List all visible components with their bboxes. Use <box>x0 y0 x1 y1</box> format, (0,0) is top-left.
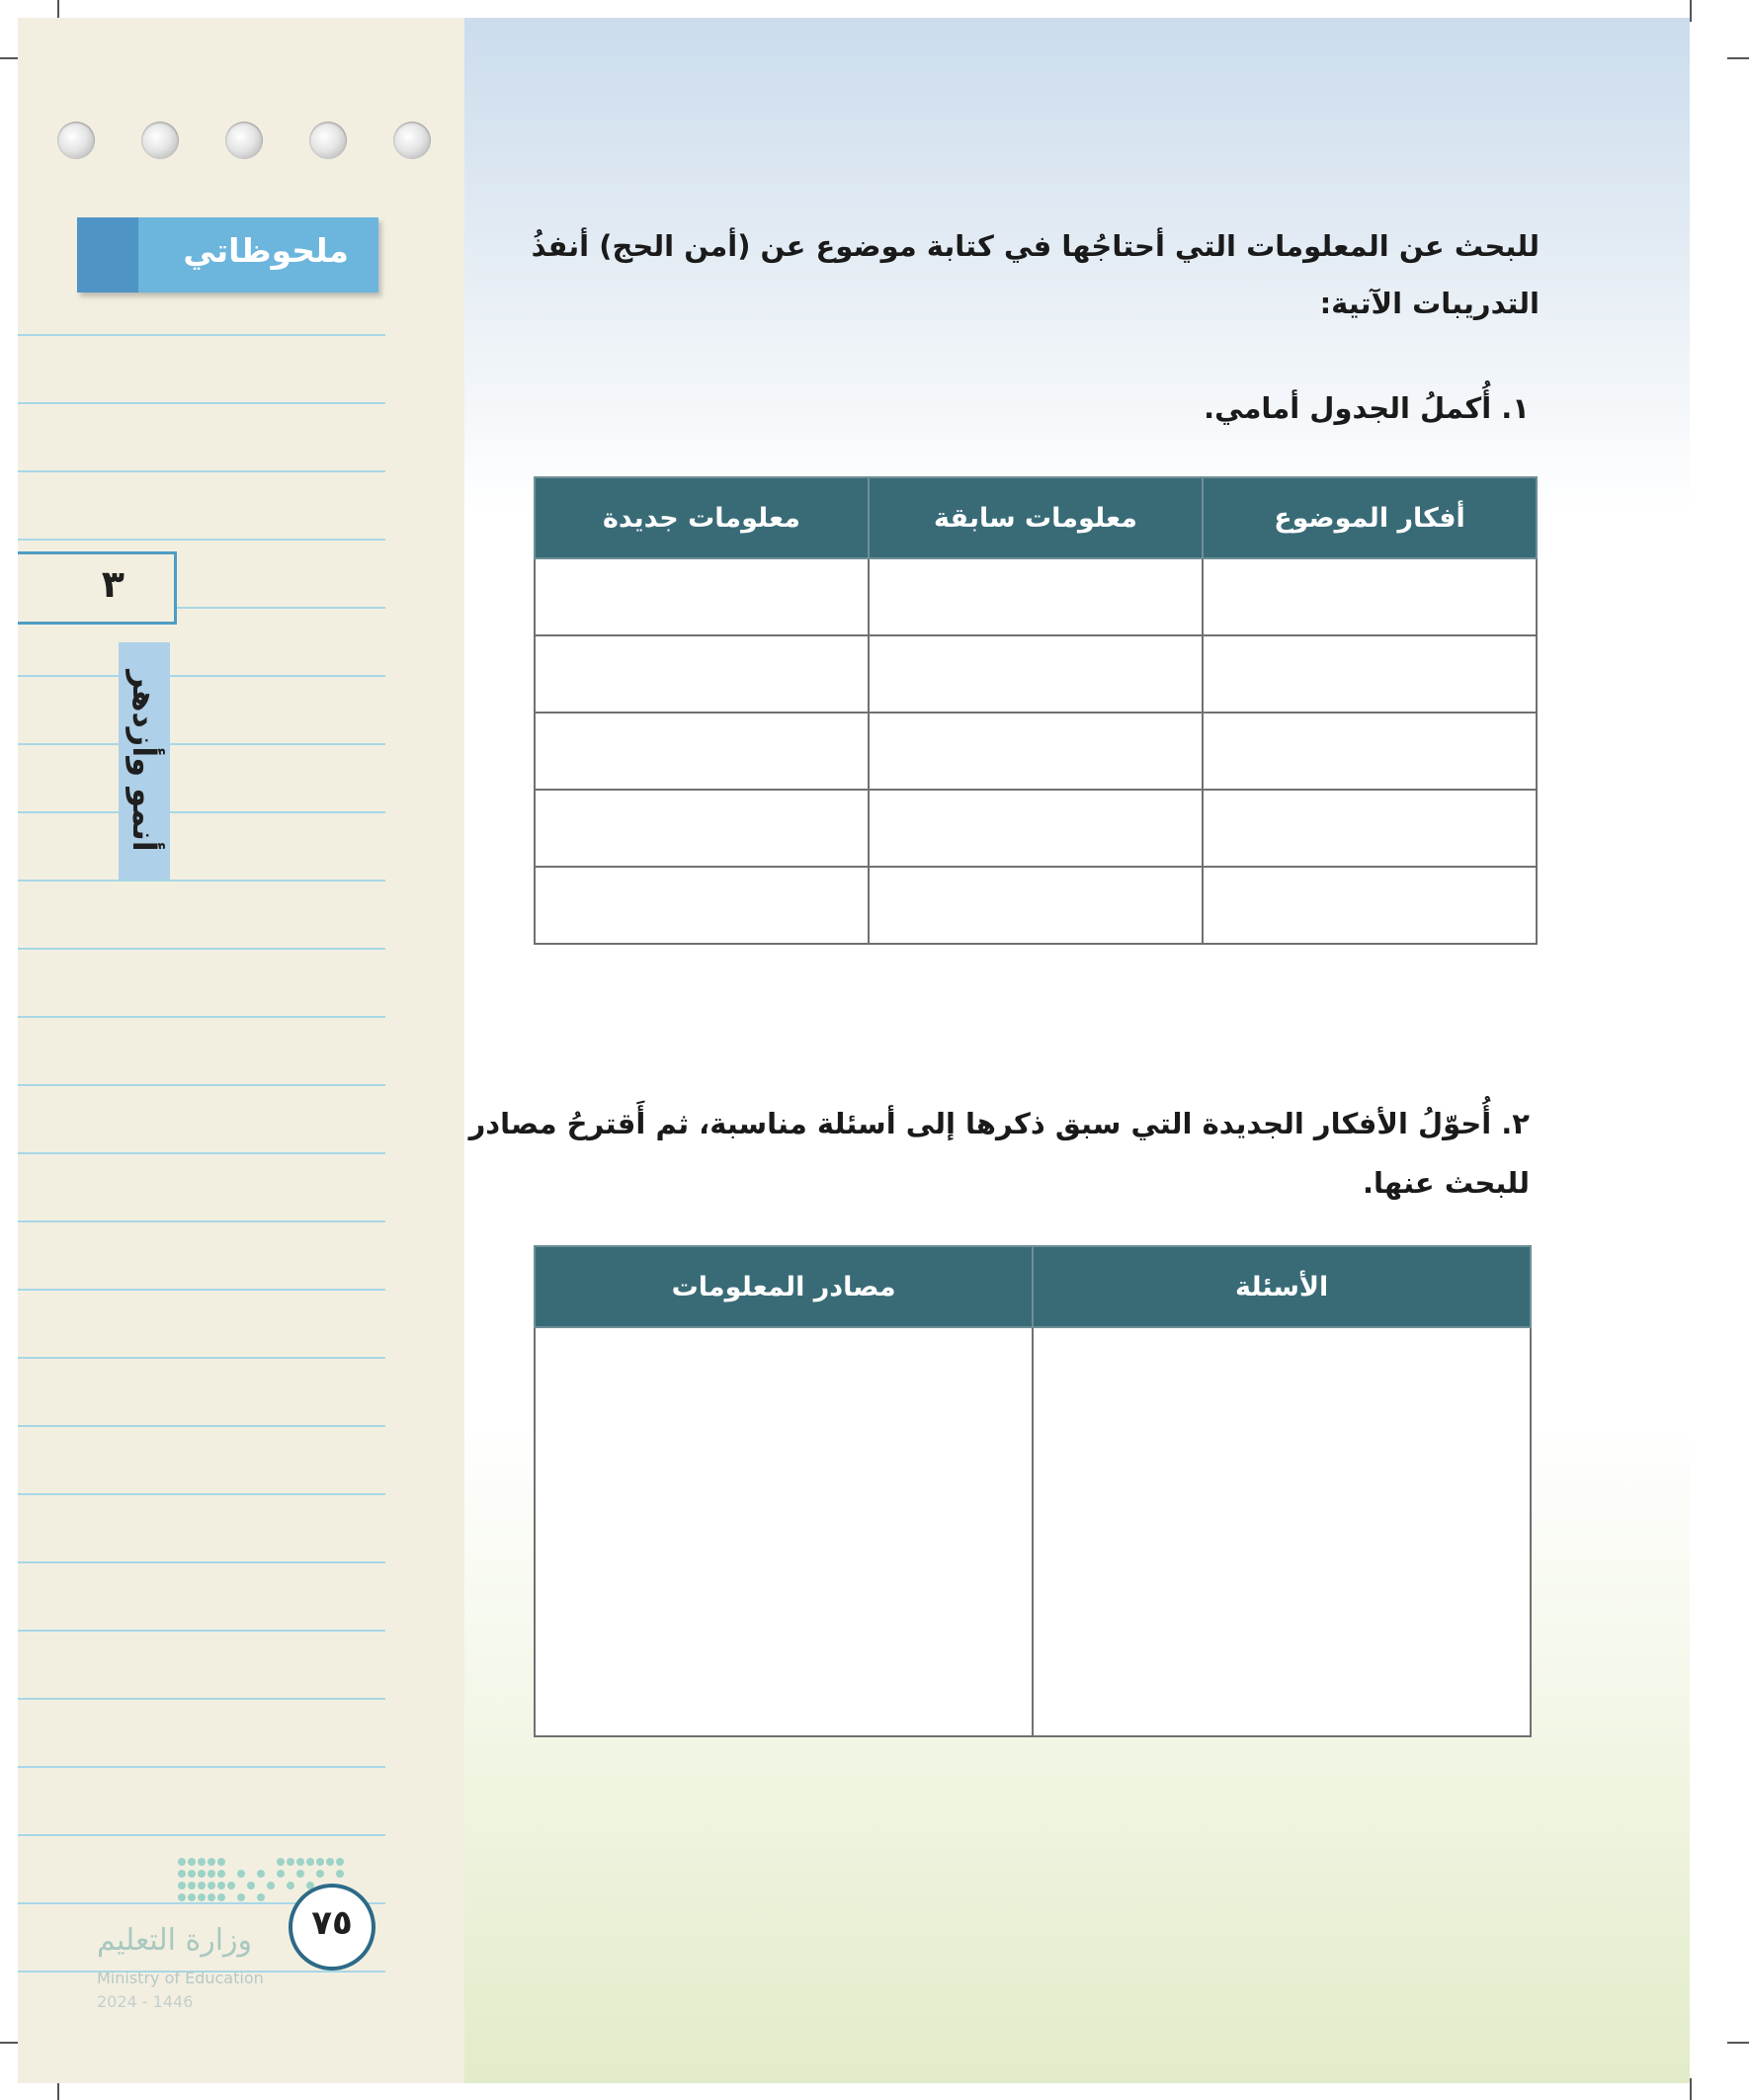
header-info-sources: مصادر المعلومات <box>535 1246 1033 1327</box>
page-number: ٧٥ <box>311 1903 353 1943</box>
exercise-2-instruction-line2: للبحث عنها. <box>1363 1166 1530 1200</box>
notebook-line <box>18 1766 385 1768</box>
logo-dot <box>257 1893 265 1901</box>
logo-dot <box>198 1870 206 1878</box>
logo-dot <box>316 1870 324 1878</box>
notebook-line <box>18 1220 385 1222</box>
table-row <box>535 1327 1531 1736</box>
binder-ring-icon <box>57 122 95 159</box>
ideas-table <box>534 476 1538 945</box>
header-new-info: معلومات جديدة <box>535 477 869 558</box>
logo-dot <box>217 1858 225 1866</box>
questions-table <box>534 1245 1532 1737</box>
logo-dot <box>198 1882 206 1890</box>
logo-dot <box>237 1870 245 1878</box>
crop-mark <box>1690 0 1692 22</box>
logo-dot <box>277 1858 285 1866</box>
table-header-row <box>535 1246 1531 1327</box>
notebook-line <box>18 402 385 404</box>
logo-dot <box>326 1858 334 1866</box>
logo-dot <box>267 1882 275 1890</box>
logo-dot <box>198 1858 206 1866</box>
content-panel <box>464 18 1690 2083</box>
logo-dot <box>208 1858 215 1866</box>
logo-dot <box>237 1893 245 1901</box>
notebook-line <box>18 334 385 336</box>
logo-dot <box>247 1882 255 1890</box>
notebook-line <box>18 1289 385 1291</box>
logo-dot <box>188 1893 196 1901</box>
header-topic-ideas: أفكار الموضوع <box>1203 477 1537 558</box>
notebook-line <box>18 1630 385 1632</box>
logo-dot <box>296 1870 304 1878</box>
table-row <box>535 713 1537 790</box>
logo-dot <box>257 1870 265 1878</box>
new-info-cell[interactable] <box>535 558 869 635</box>
intro-text-line2: التدريبات الآتية: <box>1319 287 1540 320</box>
exercise-2-instruction-line1: ٢. أُحوّلُ الأفكار الجديدة التي سبق ذكرها إلى أسئلة مناسبة، ثم أَقترحُ مصادر <box>468 1107 1530 1140</box>
logo-dot <box>178 1858 186 1866</box>
unit-number-box <box>18 551 177 625</box>
notes-tab-stripe <box>77 217 138 293</box>
ministry-name-english: Ministry of Education <box>97 1969 264 1987</box>
logo-dot <box>208 1882 215 1890</box>
crop-mark <box>1727 2042 1749 2044</box>
prior-info-cell[interactable] <box>869 558 1203 635</box>
notebook-line <box>18 1016 385 1018</box>
topic-ideas-cell[interactable] <box>1203 713 1537 790</box>
table-row <box>535 635 1537 713</box>
notebook-line <box>18 1561 385 1563</box>
prior-info-cell[interactable] <box>869 635 1203 713</box>
logo-dot <box>287 1882 294 1890</box>
page-number-badge <box>289 1884 375 1971</box>
logo-dot <box>208 1870 215 1878</box>
topic-ideas-cell[interactable] <box>1203 790 1537 867</box>
new-info-cell[interactable] <box>535 635 869 713</box>
logo-dot <box>287 1858 294 1866</box>
new-info-cell[interactable] <box>535 713 869 790</box>
notebook-line <box>18 1834 385 1836</box>
ministry-name-arabic: وزارة التعليم <box>97 1923 253 1958</box>
binder-ring-icon <box>393 122 431 159</box>
unit-title: أنمو وأزدهر <box>125 670 163 852</box>
header-prior-info: معلومات سابقة <box>869 477 1203 558</box>
notebook-line <box>18 1084 385 1086</box>
header-questions: الأسئلة <box>1033 1246 1531 1327</box>
binder-ring-icon <box>309 122 347 159</box>
logo-dot <box>336 1870 344 1878</box>
logo-dot <box>188 1870 196 1878</box>
notebook-line <box>18 1425 385 1427</box>
logo-dot <box>277 1870 285 1878</box>
logo-dot <box>178 1893 186 1901</box>
new-info-cell[interactable] <box>535 790 869 867</box>
logo-dot <box>217 1893 225 1901</box>
crop-mark <box>1690 2078 1692 2100</box>
notebook-line <box>18 811 385 813</box>
table-row <box>535 790 1537 867</box>
unit-number: ٣ <box>101 562 125 606</box>
logo-dot <box>306 1858 314 1866</box>
binder-ring-icon <box>141 122 179 159</box>
notebook-line <box>18 880 385 882</box>
topic-ideas-cell[interactable] <box>1203 558 1537 635</box>
crop-mark <box>1727 57 1749 59</box>
notebook-line <box>18 1698 385 1700</box>
topic-ideas-cell[interactable] <box>1203 867 1537 944</box>
logo-dot <box>227 1882 235 1890</box>
logo-dot <box>178 1882 186 1890</box>
unit-title-tab <box>119 642 170 880</box>
binder-rings <box>57 122 433 161</box>
notes-label: ملحوظاتي <box>183 231 349 270</box>
logo-dot <box>208 1893 215 1901</box>
notes-sidebar <box>18 18 465 2083</box>
logo-dot <box>188 1858 196 1866</box>
notebook-line <box>18 675 385 677</box>
new-info-cell[interactable] <box>535 867 869 944</box>
notebook-line <box>18 948 385 950</box>
info-sources-cell[interactable] <box>535 1327 1033 1736</box>
notebook-line <box>18 1357 385 1359</box>
edition-year: 2024 - 1446 <box>97 1992 194 2011</box>
notebook-line <box>18 470 385 472</box>
table-header-row <box>535 477 1537 558</box>
logo-dot <box>296 1858 304 1866</box>
logo-dot <box>198 1893 206 1901</box>
table-row <box>535 558 1537 635</box>
logo-dot <box>178 1870 186 1878</box>
exercise-1-instruction: ١. أُكملُ الجدول أمامي. <box>1204 391 1530 425</box>
intro-text-line1: للبحث عن المعلومات التي أحتاجُها في كتابة موضوع عن (أمن الحج) أنفذُ <box>531 229 1540 263</box>
logo-dot <box>188 1882 196 1890</box>
notebook-line <box>18 1152 385 1154</box>
binder-ring-icon <box>225 122 263 159</box>
prior-info-cell[interactable] <box>869 713 1203 790</box>
notebook-line <box>18 743 385 745</box>
logo-dot <box>217 1882 225 1890</box>
logo-dot <box>316 1858 324 1866</box>
logo-dot <box>217 1870 225 1878</box>
questions-cell[interactable] <box>1033 1327 1531 1736</box>
topic-ideas-cell[interactable] <box>1203 635 1537 713</box>
logo-dot <box>336 1858 344 1866</box>
prior-info-cell[interactable] <box>869 867 1203 944</box>
notes-tab <box>77 217 378 293</box>
notebook-line <box>18 1493 385 1495</box>
prior-info-cell[interactable] <box>869 790 1203 867</box>
table-row <box>535 867 1537 944</box>
notebook-line <box>18 539 385 541</box>
